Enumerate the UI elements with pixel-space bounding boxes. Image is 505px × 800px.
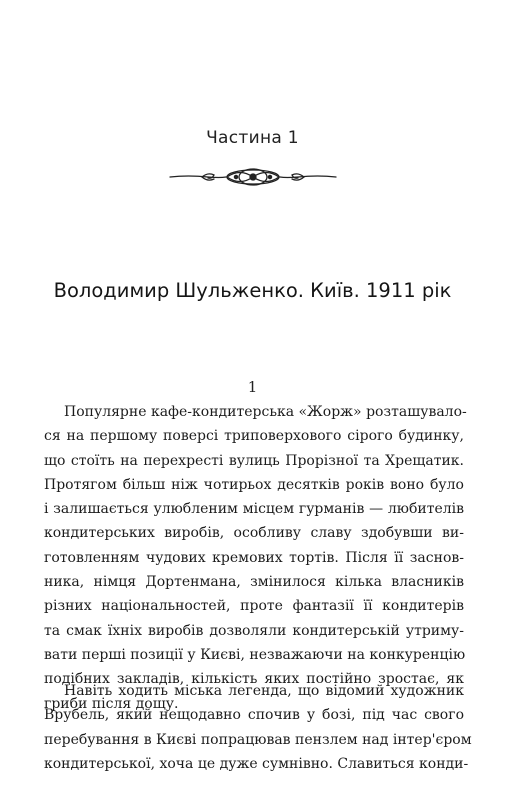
- part-title: Частина 1: [206, 128, 299, 148]
- text-line: гриби після дощу.: [44, 695, 179, 712]
- text-line: перебування в Києві попрацював пензлем над інтер'єром: [44, 731, 472, 748]
- text-line: і залишається улюбленим місцем гурманів — любителів: [44, 501, 464, 518]
- text-line: Популярне кафе-кондитерська «Жорж» розташувало-: [64, 404, 467, 420]
- text-line: кондитерських виробів, особливу славу здобувши ви-: [44, 525, 464, 542]
- text-line: Врубель, який нещодавно спочив у бозі, під час свого: [44, 707, 464, 724]
- text-line: Протягом більш ніж чотирьох десятків років воно було: [44, 476, 464, 493]
- text-line: вати перші позиції у Києві, незважаючи на конкуренцію: [44, 646, 466, 663]
- text-line: ника, німця Дортенмана, змінилося кілька власників: [44, 574, 464, 591]
- text-line: подібних закладів, кількість яких постійно зростає, як: [44, 671, 464, 688]
- text-line: різних національностей, проте фантазії її кондитерів: [44, 598, 464, 615]
- paragraph-2: [44, 679, 472, 776]
- text-line: та смак їхніх виробів дозволяли кондитерській утриму-: [44, 622, 464, 639]
- decorative-divider-icon: [168, 166, 338, 188]
- paragraph-1: [44, 400, 467, 716]
- text-line: ся на першому поверсі триповерхового сірого будинку,: [44, 428, 464, 445]
- text-line: кондитерської, хоча це дуже сумнівно. Славиться конди-: [44, 755, 469, 772]
- text-line: готовленням чудових кремових тортів. Після її заснов-: [44, 549, 464, 566]
- section-number: 1: [247, 378, 258, 396]
- text-line: що стоїть на перехресті вулиць Прорізної та Хрещатик.: [44, 452, 464, 469]
- chapter-title: Володимир Шульженко. Київ. 1911 рік: [53, 279, 452, 302]
- text-line: Навіть ходить міська легенда, що відомий художник: [64, 683, 464, 699]
